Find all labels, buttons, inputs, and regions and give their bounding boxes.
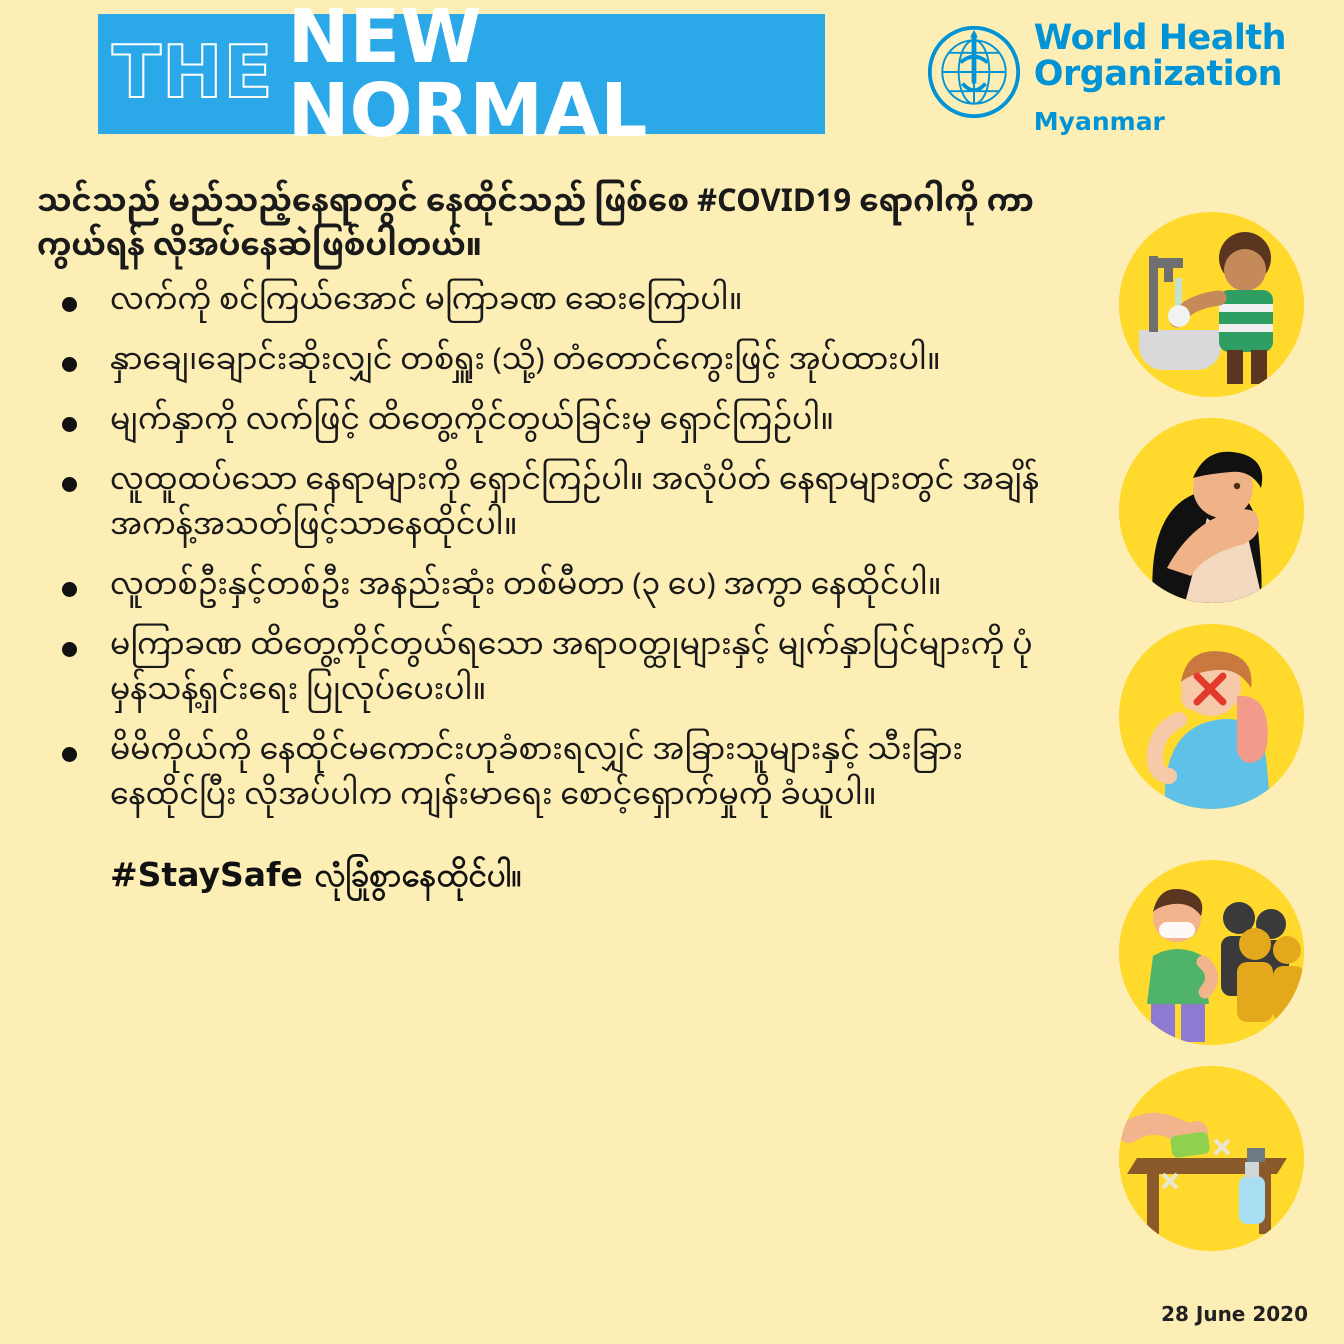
bullet-icon bbox=[62, 642, 77, 657]
list-item bbox=[34, 329, 1044, 396]
tip-text: လူတစ်ဦးနှင့်တစ်ဦး အနည်းဆုံး တစ်မီတာ (၃ ပေ) အကွာ နေထိုင်ပါ။ bbox=[110, 554, 942, 621]
bullet-icon bbox=[62, 477, 77, 492]
tip-text: မိမိကိုယ်ကို နေထိုင်မကောင်းဟုခံစားရလျှင် အခြားသူများနှင့် သီးခြားနေထိုင်ပြီး လိုအပ်ပါက ကျန်းမာရေး စောင့်ရှောက်မှုကို ခံယူပါ။ bbox=[110, 719, 963, 831]
list-item bbox=[34, 389, 1044, 456]
title-the: THE bbox=[112, 30, 274, 114]
who-country-label: Myanmar bbox=[1033, 106, 1165, 136]
bullet-icon bbox=[62, 297, 77, 312]
bullet-icon bbox=[62, 417, 77, 432]
bullet-icon bbox=[62, 747, 77, 762]
list-item bbox=[34, 449, 1044, 561]
who-line-1: World Health bbox=[1033, 18, 1286, 58]
tip-text: မကြာခဏ ထိတွေ့ကိုင်တွယ်ရသော အရာဝတ္ထုများနှင့် မျက်နှာပြင်များကို ပုံမှန်သန့်ရှင်းရေး ပြုလုပ်ပေးပါ။ bbox=[110, 614, 1033, 726]
title-banner bbox=[98, 0, 825, 154]
list-item bbox=[34, 719, 1044, 831]
intro-paragraph: သင်သည် မည်သည့်နေရာတွင် နေထိုင်သည် ဖြစ်စေ #COVID19 ရောဂါကို ကာကွယ်ရန် လိုအပ်နေဆဲဖြစ်ပါတယ်။ bbox=[37, 170, 1034, 283]
tip-text: နှာချေ၊ချောင်းဆိုးလျှင် တစ်ရှူး (သို့) တံတောင်ကွေးဖြင့် အုပ်ထားပါ။ bbox=[110, 329, 941, 396]
avoid-touching-face-illustration bbox=[1119, 624, 1304, 809]
handwashing-illustration bbox=[1119, 212, 1304, 397]
cough-elbow-illustration bbox=[1119, 418, 1304, 603]
tip-text: မျက်နှာကို လက်ဖြင့် ထိတွေ့ကိုင်တွယ်ခြင်းမှ ရှောင်ကြဉ်ပါ။ bbox=[110, 389, 835, 456]
who-line-2: Organization bbox=[1033, 54, 1283, 95]
tips-list bbox=[34, 269, 1044, 831]
bullet-icon bbox=[62, 582, 77, 597]
main-content bbox=[34, 170, 1044, 903]
who-wordmark bbox=[1034, 20, 1286, 135]
who-logo bbox=[926, 20, 1286, 135]
title-new-normal: NEW NORMAL bbox=[287, 0, 648, 154]
bullet-icon bbox=[62, 357, 77, 372]
who-emblem-icon bbox=[926, 24, 1022, 120]
publication-date: 28 June 2020 bbox=[1161, 1302, 1308, 1326]
tip-text: လက်ကို စင်ကြယ်အောင် မကြာခဏ ဆေးကြောပါ။ bbox=[110, 269, 743, 336]
avoid-crowds-illustration bbox=[1119, 860, 1304, 1045]
tip-text: လူထူထပ်သော နေရာများကို ရှောင်ကြဉ်ပါ။ အလုံပိတ် နေရာများတွင် အချိန်အကန့်အသတ်ဖြင့်သာနေထိုင်ပါ။ bbox=[110, 449, 1040, 561]
header bbox=[0, 0, 1344, 160]
list-item bbox=[34, 554, 1044, 621]
hashtag-staysafe: #StaySafe လုံခြုံစွာနေထိုင်ပါ။ bbox=[110, 855, 522, 895]
list-item bbox=[34, 614, 1044, 726]
clean-surfaces-illustration bbox=[1119, 1066, 1304, 1251]
list-item bbox=[34, 269, 1044, 336]
